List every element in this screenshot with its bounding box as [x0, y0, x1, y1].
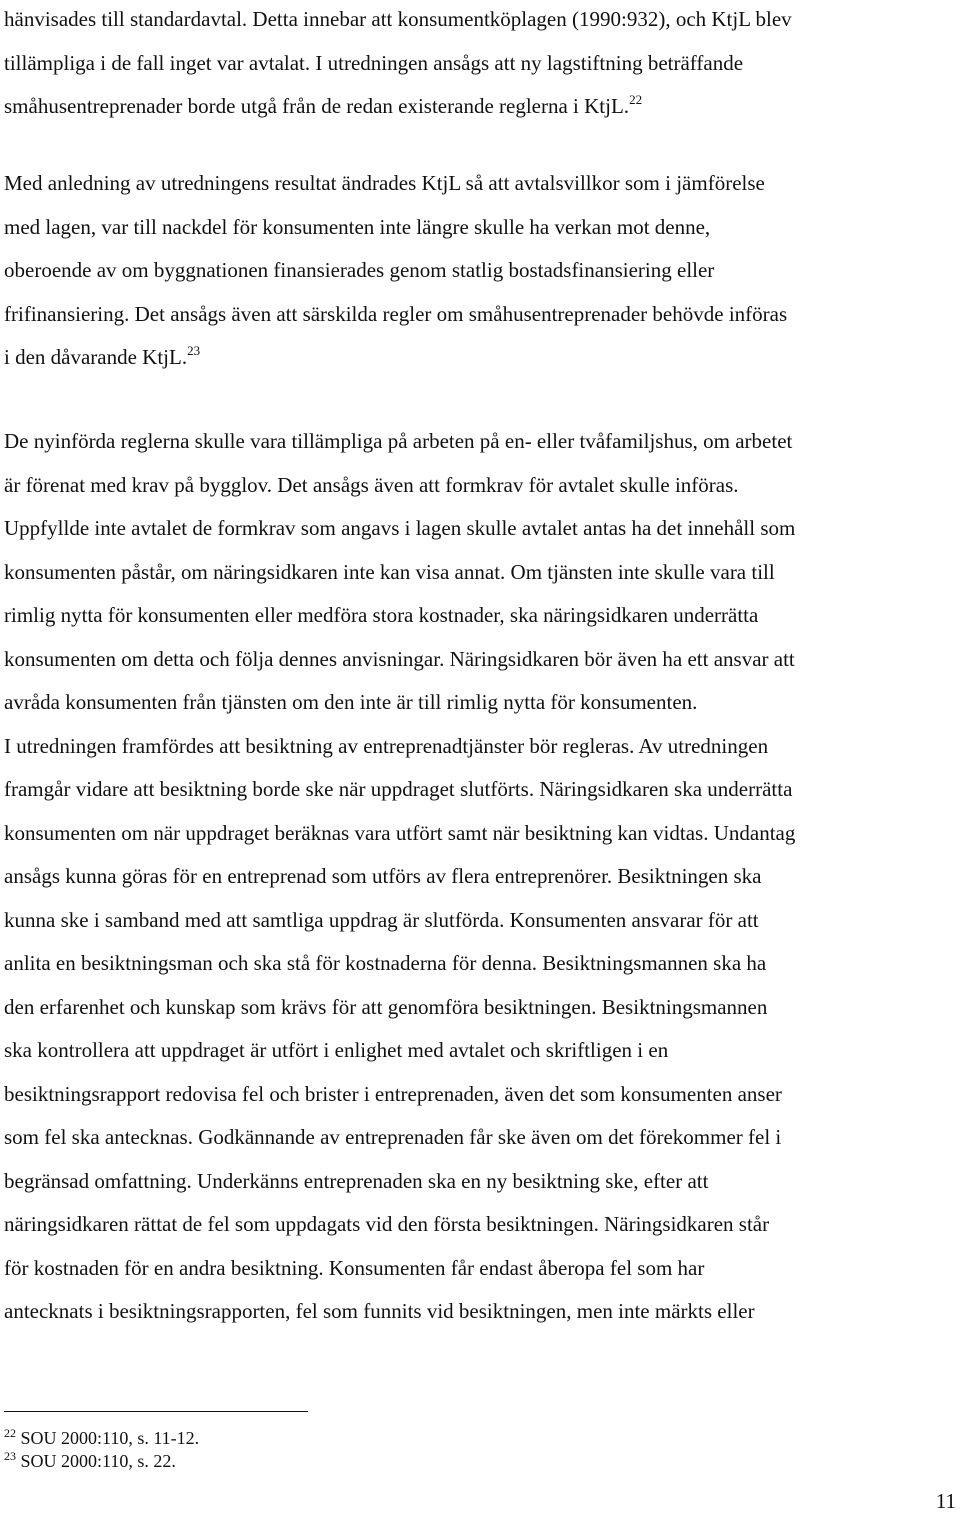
footnote-23	[4, 1450, 176, 1474]
text-line: kunna ske i samband med att samtliga uppdrag är slutförda. Konsumenten ansvarar för att	[4, 907, 759, 932]
text-line	[4, 336, 958, 382]
text-line: rimlig nytta för konsumenten eller medföra stora kostnader, ska näringsidkaren underrätta	[4, 603, 759, 627]
footnote-number: 23	[4, 1449, 16, 1463]
text-line: är förenat med krav på bygglov. Det ansågs även att formkrav för avtalet skulle införas.	[4, 472, 739, 497]
footnote-text: SOU 2000:110, s. 11-12.	[20, 1428, 200, 1448]
text-line-content: småhusentreprenader borde utgå från de redan existerande reglerna i KtjL.	[4, 94, 630, 118]
text-line: Med anledning av utredningens resultat ändrades KtjL så att avtalsvillkor som i jämförelse	[4, 171, 765, 195]
text-line: den erfarenhet och kunskap som krävs för att genomföra besiktningen. Besiktningsmannen	[4, 994, 768, 1019]
text-line: konsumenten om när uppdraget beräknas vara utfört samt när besiktning kan vidtas. Undantag	[4, 820, 796, 845]
text-line: antecknats i besiktningsrapporten, fel som funnits vid besiktningen, men inte märkts eller	[4, 1299, 755, 1323]
text-line: Uppfyllde inte avtalet de formkrav som angavs i lagen skulle avtalet antas ha det innehåll som	[4, 516, 796, 540]
text-line: konsumenten påstår, om näringsidkaren inte kan visa annat. Om tjänsten inte skulle vara till	[4, 559, 775, 584]
text-line: tillämpliga i de fall inget var avtalat. I utredningen ansågs att ny lagstiftning beträffande	[4, 50, 744, 75]
text-line: ska kontrollera att uppdraget är utfört i enlighet med avtalet och skriftligen i en	[4, 1038, 669, 1062]
text-line: avråda konsumenten från tjänsten om den inte är till rimlig nytta för konsumenten.	[4, 690, 698, 714]
paragraph-3	[4, 420, 958, 1334]
footnote-text: SOU 2000:110, s. 22.	[20, 1451, 176, 1471]
text-line: hänvisades till standardavtal. Detta innebar att konsumentköplagen (1990:932), och KtjL blev	[4, 7, 792, 31]
text-line: med lagen, var till nackdel för konsumenten inte längre skulle ha verkan mot denne,	[4, 214, 711, 239]
text-line: anlita en besiktningsman och ska stå för kostnaderna för denna. Besiktningsmannen ska ha	[4, 951, 767, 975]
text-line: som fel ska antecknas. Godkännande av entreprenaden får ske även om det förekommer fel i	[4, 1125, 782, 1149]
footnote-22	[4, 1427, 199, 1451]
text-line: för kostnaden för en andra besiktning. Konsumenten får endast åberopa fel som har	[4, 1255, 705, 1280]
text-line: begränsad omfattning. Underkänns entreprenaden ska en ny besiktning ske, efter att	[4, 1168, 709, 1193]
paragraph-1	[4, 0, 958, 131]
text-line: näringsidkaren rättat de fel som uppdagats vid den första besiktningen. Näringsidkaren står	[4, 1212, 770, 1236]
text-line: framgår vidare att besiktning borde ske när uppdraget slutförts. Näringsidkaren ska underrätta	[4, 777, 793, 801]
text-line: besiktningsrapport redovisa fel och brister i entreprenaden, även det som konsumenten anser	[4, 1081, 782, 1106]
text-line	[4, 85, 958, 131]
text-line: konsumenten om detta och följa dennes anvisningar. Näringsidkaren bör även ha ett ansvar att	[4, 646, 795, 671]
footnote-separator	[4, 1411, 308, 1412]
footnote-ref-22: 22	[629, 92, 643, 107]
page-number: 11	[935, 1489, 956, 1513]
text-line: De nyinförda reglerna skulle vara tillämpliga på arbeten på en- eller tvåfamiljshus, om arbetet	[4, 429, 793, 453]
text-line: frifinansiering. Det ansågs även att särskilda regler om småhusentreprenader behövde införas	[4, 301, 788, 326]
text-line: oberoende av om byggnationen finansierades genom statlig bostadsfinansiering eller	[4, 258, 715, 282]
footnote-number: 22	[4, 1426, 16, 1440]
paragraph-2	[4, 162, 958, 382]
text-line-content: i den dåvarande KtjL.	[4, 345, 188, 369]
footnote-ref-23: 23	[187, 343, 201, 358]
text-line: ansågs kunna göras för en entreprenad som utförs av flera entreprenörer. Besiktningen ska	[4, 864, 762, 888]
text-line: I utredningen framfördes att besiktning av entreprenadtjänster bör regleras. Av utredningen	[4, 733, 769, 758]
